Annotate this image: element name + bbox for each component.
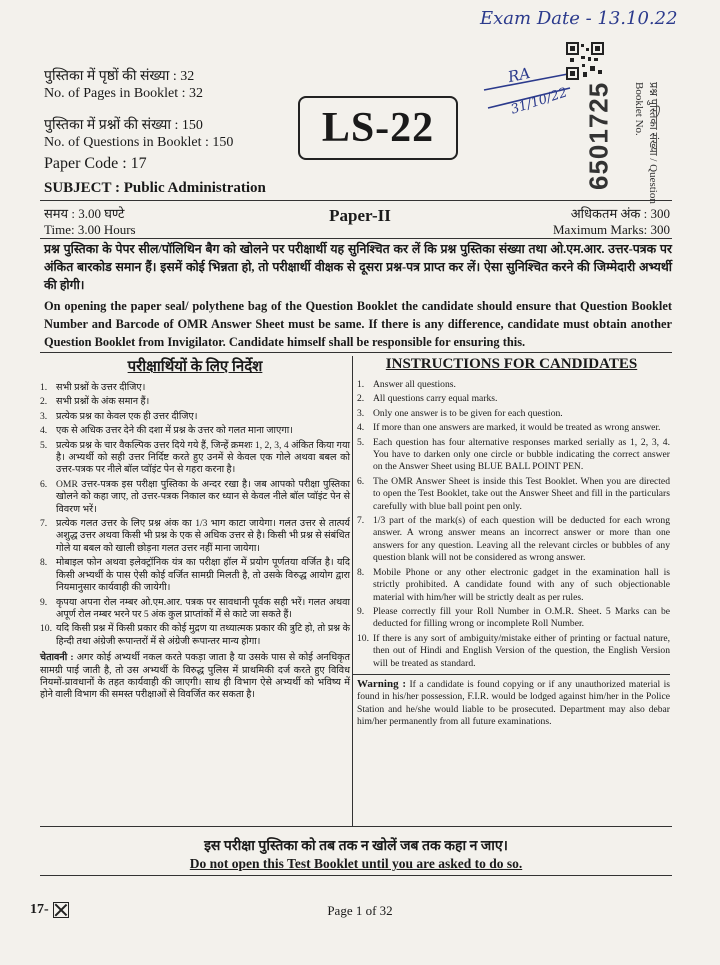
hindi-instructions [40,356,350,826]
english-item-number: 5. [357,436,365,448]
english-item [357,422,670,434]
english-item-text: All questions carry equal marks. [373,393,498,405]
hindi-item-number: 1. [40,382,48,393]
hindi-item [40,425,350,437]
english-item-text: If more than one answers are marked, it would be treated as wrong answer. [373,422,661,434]
subject-label: SUBJECT [44,180,112,196]
english-item-number: 3. [357,407,365,419]
max-marks-hindi: अधिकतम अंक : 300 [570,206,670,221]
english-item-text: If there is any sort of ambiguity/mistake either of printing or factual nature, then out of Hindi and English Version of the question, the English Version will be treated as standard. [373,632,670,669]
divider [40,352,672,353]
pages-count-hindi: पुस्तिका में पृष्ठों की संख्या : 32 [44,69,195,84]
hindi-item-number: 2. [40,396,48,408]
subject-line [44,180,266,197]
hindi-item [40,518,350,555]
hindi-item-text: प्रत्येक प्रश्न के चार वैकल्पिक उत्तर दिये गये हैं, जिन्हें क्रमशः 1, 2, 3, 4 अंकित किया गया है। अभ्यर्थी को सही उत्तर निर्दिष्ट करते हुए उनमें से केवल एक गोले अथवा बबल को उत्तर-पत्रक पर नीले बॉल प्वॉइंट पेन से गहरा करना है। [56,439,350,476]
english-item-number: 1. [357,379,365,390]
paper-title: Paper-II [329,206,391,225]
english-instructions-list [353,379,670,670]
english-warning-text: If a candidate is found copying or if any unauthorized material is found in his/her possession, F.I.R. would be lodged against him/her in the Police Station and he/she would liable to be prosecuted. Department may also debar him/her permanently from all future examinations. [357,678,671,728]
seal-notice-hindi: प्रश्न पुस्तिका के पेपर सील/पॉलिथिन बैग को खोलने पर परीक्षार्थी यह सुनिश्चित कर लें कि प्रश्न पुस्तिका संख्या तथा ओ.एम.आर. उत्तर-पत्रक पर अंकित बारकोड समान हैं। इसमें कोई भिन्नता हो, तो परीक्षार्थी वीक्षक से दूसरा प्रश्न-पत्र प्राप्त कर लें। ऐसा सुनिश्चित करने की जिम्मेदारी अभ्यर्थी की होगी। [44,242,672,292]
english-item [357,606,670,631]
max-marks-english: Maximum Marks: 300 [553,222,670,237]
marks-block [520,206,670,238]
qr-code-icon [566,42,604,80]
english-item-number: 9. [357,605,365,617]
hindi-item [40,382,350,394]
hindi-warning-label: चेतावनी : [40,652,74,664]
hindi-instructions-list [40,382,350,648]
english-instructions [352,356,670,826]
hindi-item-text: सभी प्रश्नों के अंक समान हैं। [56,396,150,408]
english-item-number: 10. [357,632,369,644]
hindi-item-number: 9. [40,596,48,608]
hindi-item [40,411,350,423]
english-item-text: 1/3 part of the mark(s) of each question will be deducted for each wrong answer. A wrong answer means an incorrect answer or more than one answers for any question. Leaving all the relevant circles or bubbles of any question blank will not be considered as wrong answer. [373,515,670,564]
booklet-code: LS-22 [298,96,458,160]
hindi-item-text: सभी प्रश्नों के उत्तर दीजिए। [56,382,146,393]
booklet-number-label-hindi: प्रश्न पुस्तिका संख्या / [647,82,659,162]
time-hindi: समय : 3.00 घण्टे [44,206,125,221]
page-code-text: 17- [30,902,49,917]
hindi-warning [40,652,350,702]
hindi-item-text: मोबाइल फोन अथवा इलेक्ट्रॉनिक यंत्र का परीक्षा हॉल में प्रयोग पूर्णतया वर्जित है। यदि किसी अभ्यर्थी के पास ऐसी कोई वर्जित सामग्री मिलती है, तो उसके विरुद्ध आयोग द्वारा नियमानुसार कार्यवाही की जायेगी। [56,557,350,594]
booklet-number-label [624,82,660,212]
english-item [357,408,670,420]
hindi-item-number: 4. [40,425,48,437]
time-english: Time: 3.00 Hours [44,222,136,237]
questions-count-hindi: पुस्तिका में प्रश्नों की संख्या : 150 [44,118,203,133]
english-item [357,393,670,405]
crossed-box-icon [53,902,69,918]
pages-count-english: No. of Pages in Booklet : 32 [44,86,204,101]
hindi-item-text: प्रत्येक प्रश्न का केवल एक ही उत्तर दीजिए। [56,410,198,422]
handwritten-exam-date: Exam Date - 13.10.22 [480,8,678,29]
hindi-item-text: प्रत्येक गलत उत्तर के लिए प्रश्न अंक का 1/3 भाग काटा जायेगा। गलत उत्तर से तात्पर्य अशुद्ध उत्तर अथवा किसी भी प्रश्न के एक से अधिक उत्तर से है। किसी भी प्रश्न से संबंधित गोले या बबल को खाली छोड़ना गलत उत्तर नहीं माना जायेगा। [56,518,350,554]
english-item-text: Answer all questions. [373,379,456,390]
booklet-number: 6501725 [583,81,614,191]
hindi-item-number: 6. [40,478,48,490]
hindi-instructions-heading: परीक्षार्थियों के लिए निर्देश [127,359,263,375]
hindi-item [40,396,350,408]
handwritten-date: 31/10/22 [509,85,570,118]
footer-english: Do not open this Test Booklet until you are asked to do so. [189,856,523,871]
hindi-item-number: 7. [40,518,48,530]
english-item-number: 6. [357,475,365,487]
hindi-item-text: कृपया अपना रोल नम्बर ओ.एम.आर. पत्रक पर सावधानी पूर्वक सही भरें। गलत अथवा अपूर्ण रोल नम्बर भरने पर 5 अंक कुल प्राप्तांकों में से काटे जा सकते हैं। [56,596,350,620]
english-item-text: The OMR Answer Sheet is inside this Test Booklet. When you are directed to open the Test Booklet, take out the Answer Sheet and fill in the particulars carefully with blue ball point pen only. [373,475,670,512]
hindi-item [40,557,350,594]
english-item [357,567,670,604]
english-item [357,633,670,670]
hindi-item [40,440,350,477]
english-warning [353,674,670,729]
english-item [357,379,670,391]
handwritten-initials: RA [506,63,532,87]
footer-hindi: इस परीक्षा पुस्तिका को तब तक न खोलें जब तक कहा न जाए। [204,839,508,854]
english-item [357,437,670,474]
page-number: Page 1 of 32 [327,903,393,918]
hindi-item-number: 5. [40,439,48,451]
english-item-number: 7. [357,515,365,527]
hindi-item [40,623,350,648]
english-item [357,476,670,513]
english-item-number: 4. [357,422,365,434]
english-item-text: Each question has four alternative responses marked serially as 1, 2, 3, 4. You have to darken only one circle or bubble indicating the correct answer on the Answer Sheet using BLUE BALL POINT PEN. [373,436,670,473]
english-item-number: 2. [357,393,365,405]
seal-notice [44,240,672,351]
divider [40,200,672,201]
hindi-warning-text: अगर कोई अभ्यर्थी नकल करते पकड़ा जाता है या उसके पास से कोई अनधिकृत सामग्री पाई जाती है, तो उस अभ्यर्थी के विरुद्ध पुलिस में प्राथमिकी दर्ज करते हुए विविध नियमों-प्रावधानों के तहत कार्यवाही की जाएगी। साथ ही विभाग ऐसे अभ्यर्थी को भविष्य में होने वाली विभाग की समस्त परीक्षाओं से विवर्जित कर सकता है। [40,652,350,701]
hindi-item-number: 8. [40,557,48,569]
hindi-item-number: 3. [40,410,48,422]
english-item-text: Mobile Phone or any other electronic gadget in the examination hall is strictly prohibited. A candidate found with any of such objectionable material with him/her will be strictly dealt as per rules. [373,566,670,603]
time-block [44,206,136,238]
hindi-item [40,479,350,516]
hindi-item-text: OMR उत्तर-पत्रक इस परीक्षा पुस्तिका के अन्दर रखा है। जब आपको परीक्षा पुस्तिका खोलने को कहा जाए, तो उत्तर-पत्रक निकाल कर ध्यान से केवल नीले बॉल प्वॉइंट पेन से विवरण भरें। [56,478,350,515]
subject-value: : Public Administration [115,180,266,196]
hindi-item-text: एक से अधिक उत्तर देने की दशा में प्रश्न के उत्तर को गलत माना जाएगा। [56,425,293,437]
seal-notice-english: On opening the paper seal/ polythene bag of the Question Booklet the candidate should ensure that Question Booklet Number and Barcode of OMR Answer Sheet must be same. If there is any difference, candidate must obtain another Question Booklet from Invigilator. Candidate himself shall be responsible for ensuring this. [44,299,672,349]
hindi-item-text: यदि किसी प्रश्न में किसी प्रकार की कोई मुद्रण या तथ्यात्मक प्रकार की त्रुटि हो, तो प्रश्न के हिन्दी तथा अंग्रेजी रूपान्तरों में से अंग्रेजी रूपान्तर मान्य होगा। [56,623,350,647]
booklet-number-label-english: Question Booklet No. [633,82,659,204]
english-item-number: 8. [357,566,365,578]
page-code [30,902,69,918]
questions-count-english: No. of Questions in Booklet : 150 [44,135,234,150]
english-item [357,515,670,565]
english-item-text: Only one answer is to be given for each question. [373,407,563,419]
english-instructions-heading: INSTRUCTIONS FOR CANDIDATES [385,356,638,372]
paper-code: Paper Code : 17 [44,155,147,172]
hindi-item [40,597,350,622]
divider [40,238,672,239]
english-item-text: Please correctly fill your Roll Number in O.M.R. Sheet. 5 Marks can be deducted for filling wrong or incomplete Roll Number. [373,605,670,630]
hindi-item-number: 10. [40,623,52,635]
english-warning-label: Warning : [357,677,407,690]
